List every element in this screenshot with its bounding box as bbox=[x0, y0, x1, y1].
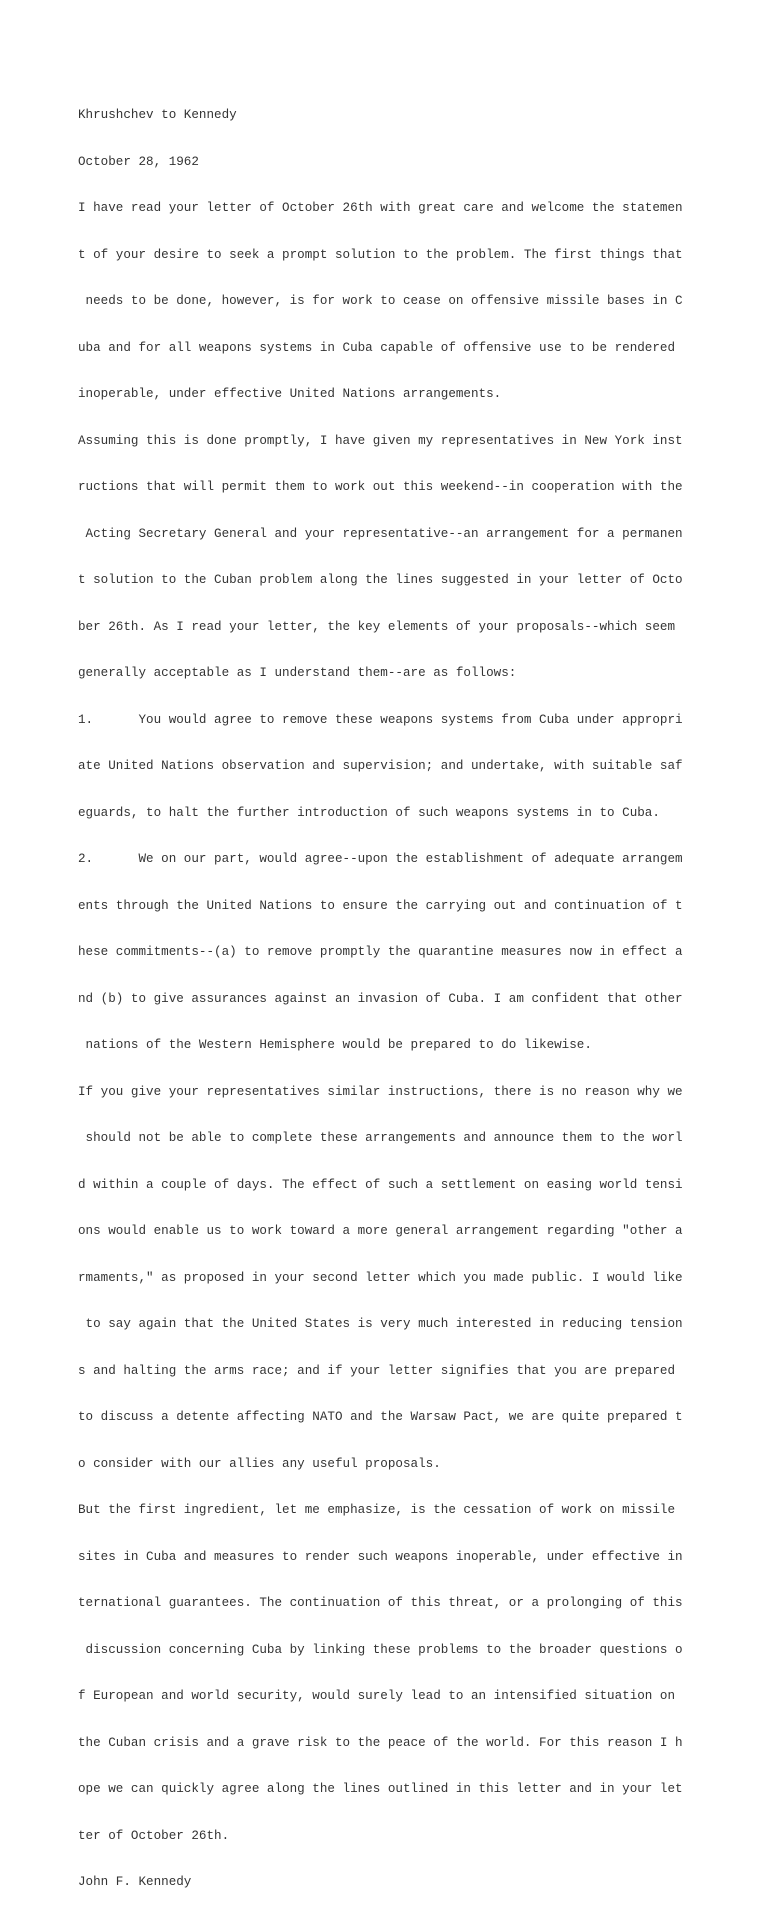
text-line: uba and for all weapons systems in Cuba capable of offensive use to be rendered bbox=[78, 340, 676, 355]
text-line: But the first ingredient, let me emphasize, is the cessation of work on missile bbox=[78, 1503, 676, 1517]
text-line: should not be able to complete these arrangements and announce them to the worl bbox=[78, 1131, 683, 1145]
text-line: d within a couple of days. The effect of such a settlement on easing world tensi bbox=[78, 1177, 683, 1192]
list-item-line: eguards, to halt the further introduction of such weapons systems in to Cuba. bbox=[78, 805, 660, 820]
text-line: If you give your representatives similar instructions, there is no reason why we bbox=[78, 1084, 683, 1099]
text-line: discussion concerning Cuba by linking these problems to the broader questions o bbox=[78, 1642, 683, 1657]
text-line: sites in Cuba and measures to render such weapons inoperable, under effective in bbox=[78, 1549, 683, 1564]
text-line: Acting Secretary General and your representative--an arrangement for a permanen bbox=[78, 526, 683, 541]
text-line: I have read your letter of October 26th with great care and welcome the statemen bbox=[78, 201, 683, 215]
text-line: to discuss a detente affecting NATO and the Warsaw Pact, we are quite prepared t bbox=[78, 1410, 683, 1424]
document-signature: John F. Kennedy bbox=[78, 1875, 192, 1889]
text-line: t of your desire to seek a prompt solution to the problem. The first things that bbox=[78, 247, 683, 262]
text-line: t solution to the Cuban problem along the lines suggested in your letter of Octo bbox=[78, 573, 683, 587]
list-item-line: ents through the United Nations to ensure the carrying out and continuation of t bbox=[78, 898, 683, 913]
list-item-line: ate United Nations observation and supervision; and undertake, with suitable saf bbox=[78, 759, 683, 773]
text-line: inoperable, under effective United Nations arrangements. bbox=[78, 387, 502, 401]
document-body bbox=[78, 77, 698, 1906]
text-line: f European and world security, would surely lead to an intensified situation on bbox=[78, 1689, 676, 1703]
list-item-line: hese commitments--(a) to remove promptly the quarantine measures now in effect a bbox=[78, 945, 683, 959]
list-item-line: nd (b) to give assurances against an invasion of Cuba. I am confident that other bbox=[78, 991, 683, 1006]
text-line: needs to be done, however, is for work to cease on offensive missile bases in C bbox=[78, 294, 683, 308]
text-line: ternational guarantees. The continuation of this threat, or a prolonging of this bbox=[78, 1596, 683, 1610]
list-item-line: 2. We on our part, would agree--upon the establishment of adequate arrangem bbox=[78, 852, 683, 866]
text-line: rmaments," as proposed in your second letter which you made public. I would like bbox=[78, 1270, 683, 1285]
text-line: ons would enable us to work toward a more general arrangement regarding "other a bbox=[78, 1224, 683, 1238]
list-item-line: nations of the Western Hemisphere would be prepared to do likewise. bbox=[78, 1038, 592, 1052]
text-line: ber 26th. As I read your letter, the key elements of your proposals--which seem bbox=[78, 619, 676, 634]
text-line: generally acceptable as I understand them--are as follows: bbox=[78, 666, 517, 680]
text-line: ructions that will permit them to work out this weekend--in cooperation with the bbox=[78, 480, 683, 494]
text-line: to say again that the United States is very much interested in reducing tension bbox=[78, 1317, 683, 1331]
document-title: Khrushchev to Kennedy bbox=[78, 108, 237, 122]
text-line: o consider with our allies any useful proposals. bbox=[78, 1456, 441, 1471]
document-date: October 28, 1962 bbox=[78, 154, 199, 169]
text-line: Assuming this is done promptly, I have given my representatives in New York inst bbox=[78, 433, 683, 448]
text-line: s and halting the arms race; and if your letter signifies that you are prepared bbox=[78, 1363, 676, 1378]
text-line: the Cuban crisis and a grave risk to the peace of the world. For this reason I h bbox=[78, 1735, 683, 1750]
text-line: ope we can quickly agree along the lines outlined in this letter and in your let bbox=[78, 1782, 683, 1796]
text-line: ter of October 26th. bbox=[78, 1828, 230, 1843]
list-item-line: 1. You would agree to remove these weapons systems from Cuba under appropri bbox=[78, 712, 683, 727]
